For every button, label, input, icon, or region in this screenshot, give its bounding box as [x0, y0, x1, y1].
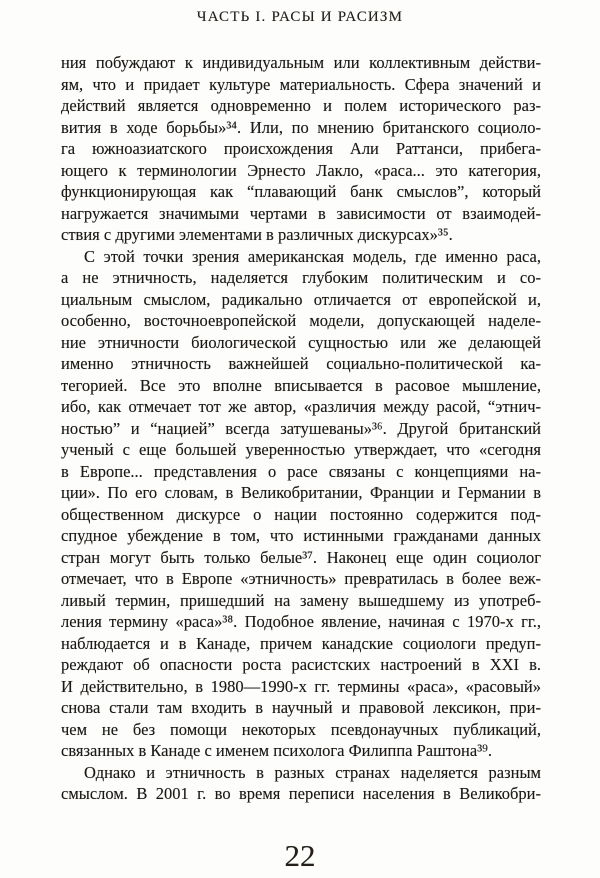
text-line: ции». По его словам, в Великобритании, Франции и Германии в [61, 483, 541, 502]
text-line: спудное убеждение в том, что истинными гражданами данных [61, 526, 541, 545]
text-line: И действительно, в 1980—1990-х гг. термины «раса», «расовый» [61, 676, 541, 696]
text-line: ствия с другими элементами в различных дискурсах»³⁵. [61, 225, 453, 244]
text-line: наблюдается и в Канаде, причем канадские социологи предуп- [61, 633, 541, 653]
text-line: особенно, восточноевропейской модели, допускающей наделе- [61, 311, 541, 330]
text-line: циальным смыслом, радикально отличается от европейской и, [61, 289, 541, 309]
text-line: ливый термин, пришедший на замену вышедшему из употреб- [61, 590, 541, 610]
text-line: ния побуждают к индивидуальным или коллективным действи- [61, 53, 541, 72]
text-line: ученый с еще большей уверенностью утверждает, что «сегодня [61, 440, 541, 459]
text-line: реждают об опасности роста расистских настроений в XXI в. [61, 655, 541, 674]
text-line: ибо, как отмечает тот же автор, «различия между расой, “этнич- [61, 397, 541, 416]
text-line: общественном дискурсе о нации постоянно содержится под- [61, 504, 541, 524]
text-line: ющего к терминологии Эрнесто Лакло, «раса... это категория, [61, 160, 541, 180]
text-line: чем не без помощи некоторых псевдонаучных публикаций, [61, 719, 541, 739]
text-line: функционирующая как “плавающий банк смыслов”, который [61, 182, 541, 201]
text-line: ления термину «раса»³⁸. Подобное явление, начиная с 1970-х гг., [61, 612, 541, 631]
text-line: С этой точки зрения американская модель, где именно раса, [84, 246, 541, 266]
text-line: стран могут быть только белые³⁷. Наконец еще один социолог [61, 547, 541, 567]
text-line: га южноазиатского происхождения Али Раттанси, прибега- [61, 139, 541, 158]
text-line: а не этничность, наделяется глубоким политическим и со- [61, 268, 541, 287]
running-header: ЧАСТЬ I. РАСЫ И РАСИЗМ [196, 9, 404, 25]
text-line: связанных в Канаде с именем психолога Филиппа Раштона³⁹. [61, 741, 493, 760]
text-line: Однако и этничность в разных странах наделяется разным [84, 762, 541, 782]
text-line: в Европе... представления о расе связаны с концепциями на- [61, 461, 541, 481]
text-line: ние этничности биологической сущностью или же делающей [61, 332, 541, 352]
text-line: отмечает, что в Европе «этничность» превратилась в более веж- [61, 569, 541, 588]
text-line: смыслом. В 2001 г. во время переписи населения в Великобри- [61, 784, 541, 803]
text-line: тегорией. Все это вполне вписывается в расовое мышление, [61, 375, 541, 395]
text-line: действий является одновременно и полем исторического раз- [61, 96, 541, 115]
text-line: снова стали там входить в научный и правовой лексикон, при- [61, 698, 541, 717]
text-line: нагружается значимыми чертами в зависимости от взаимодей- [61, 203, 541, 223]
text-line: именно этничность важнейшей социально-политической ка- [61, 354, 541, 373]
text-line: ям, что и придает культуре материальность. Сфера значений и [61, 74, 541, 94]
page-number: 22 [284, 838, 316, 873]
body-text [61, 52, 541, 805]
text-line: вития в ходе борьбы»³⁴. Или, по мнению британского социоло- [61, 117, 541, 137]
text-line: ностью” и “нацией” всегда затушеваны»³⁶. Другой британский [61, 418, 541, 438]
